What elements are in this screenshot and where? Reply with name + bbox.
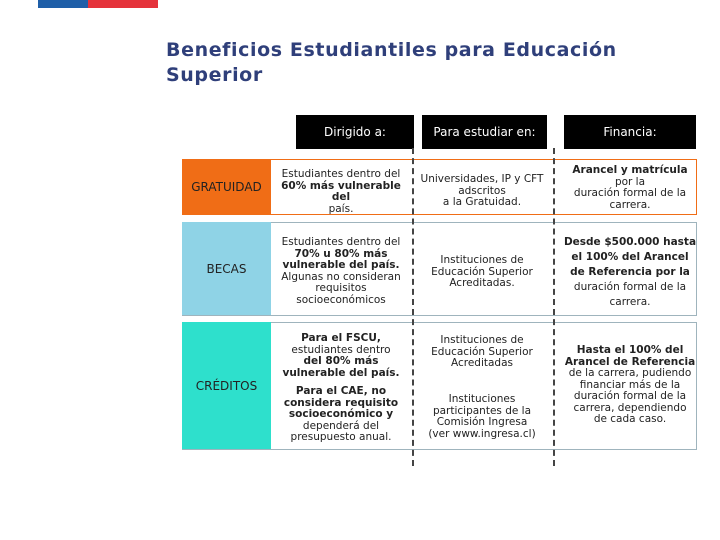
line: Comisión Ingresa — [436, 416, 528, 428]
creditos-dirigido-cae — [272, 386, 410, 444]
line: estudiantes dentro — [291, 343, 391, 356]
creditos-estudiar-cae — [416, 394, 548, 440]
brand-flag-blue — [38, 0, 88, 8]
becas-dirigido — [272, 237, 410, 306]
line: duración formal de la — [573, 390, 687, 402]
line: Arancel y matrícula — [572, 164, 688, 176]
line: del 80% más — [303, 355, 379, 367]
line: Acreditadas. — [449, 277, 515, 289]
line: Estudiantes dentro del — [281, 168, 401, 180]
line: por la — [614, 175, 646, 188]
line: participantes de la — [432, 404, 532, 417]
line: adscritos — [458, 184, 506, 197]
line: país. — [328, 202, 354, 215]
line: Hasta el 100% del — [576, 344, 684, 356]
line: 60% más vulnerable del — [281, 179, 401, 203]
line: de la carrera, pudiendo — [568, 367, 692, 379]
line: (ver www.ingresa.cl) — [428, 427, 536, 440]
creditos-financia — [560, 345, 700, 426]
line: duración formal de la — [573, 187, 687, 199]
line: carrera. — [609, 296, 651, 308]
header-dirigido: Dirigido a: — [296, 115, 414, 149]
line: a la Gratuidad. — [442, 196, 522, 208]
gratuidad-financia — [560, 165, 700, 211]
line: financiar más de la — [579, 378, 681, 391]
label-becas: BECAS — [182, 222, 271, 315]
line: duración formal de la — [573, 281, 687, 293]
line: el 100% del Arancel — [571, 251, 689, 263]
line: socioeconómico y — [288, 408, 394, 420]
line: socioeconómicos — [296, 293, 386, 306]
line: dependerá del — [302, 419, 380, 432]
line: presupuesto anual. — [290, 431, 392, 443]
line: Para el FSCU, — [301, 332, 381, 344]
separator-1 — [412, 148, 414, 466]
line: Acreditadas — [450, 357, 514, 369]
gratuidad-estudiar — [416, 174, 548, 209]
brand-flag-red — [88, 0, 158, 8]
line: Arancel de Referencia — [564, 355, 696, 368]
separator-2 — [553, 148, 555, 466]
line: Instituciones — [448, 393, 516, 405]
line: Algunas no consideran — [281, 270, 401, 283]
becas-estudiar — [416, 255, 548, 290]
creditos-dirigido-fscu — [272, 333, 410, 379]
line: Universidades, IP y CFT — [420, 173, 544, 185]
line: carrera, dependiendo — [573, 401, 687, 414]
page-title: Beneficios Estudiantiles para Educación Superior — [166, 39, 617, 86]
line: Instituciones de — [440, 254, 524, 266]
line: 70% u 80% más — [294, 247, 388, 260]
header-estudiar: Para estudiar en: — [422, 115, 547, 149]
gratuidad-dirigido — [272, 169, 410, 215]
creditos-estudiar-fscu — [416, 335, 548, 370]
line: requisitos — [315, 282, 367, 294]
line: carrera. — [609, 198, 651, 211]
line: considera requisito — [283, 396, 399, 409]
becas-financia — [560, 235, 700, 310]
line: Desde $500.000 hasta — [563, 236, 697, 248]
line: Estudiantes dentro del — [281, 236, 401, 248]
line: de Referencia por la — [570, 266, 690, 278]
label-creditos: CRÉDITOS — [182, 322, 271, 449]
line: Para el CAE, no — [295, 385, 387, 397]
line: de cada caso. — [593, 413, 667, 425]
line: Educación Superior — [431, 345, 533, 358]
label-gratuidad: GRATUIDAD — [182, 159, 271, 214]
header-financia: Financia: — [564, 115, 696, 149]
line: vulnerable del país. — [282, 366, 400, 379]
line: Instituciones de — [440, 334, 524, 346]
line: vulnerable del país. — [282, 259, 400, 271]
line: Educación Superior — [431, 265, 533, 278]
